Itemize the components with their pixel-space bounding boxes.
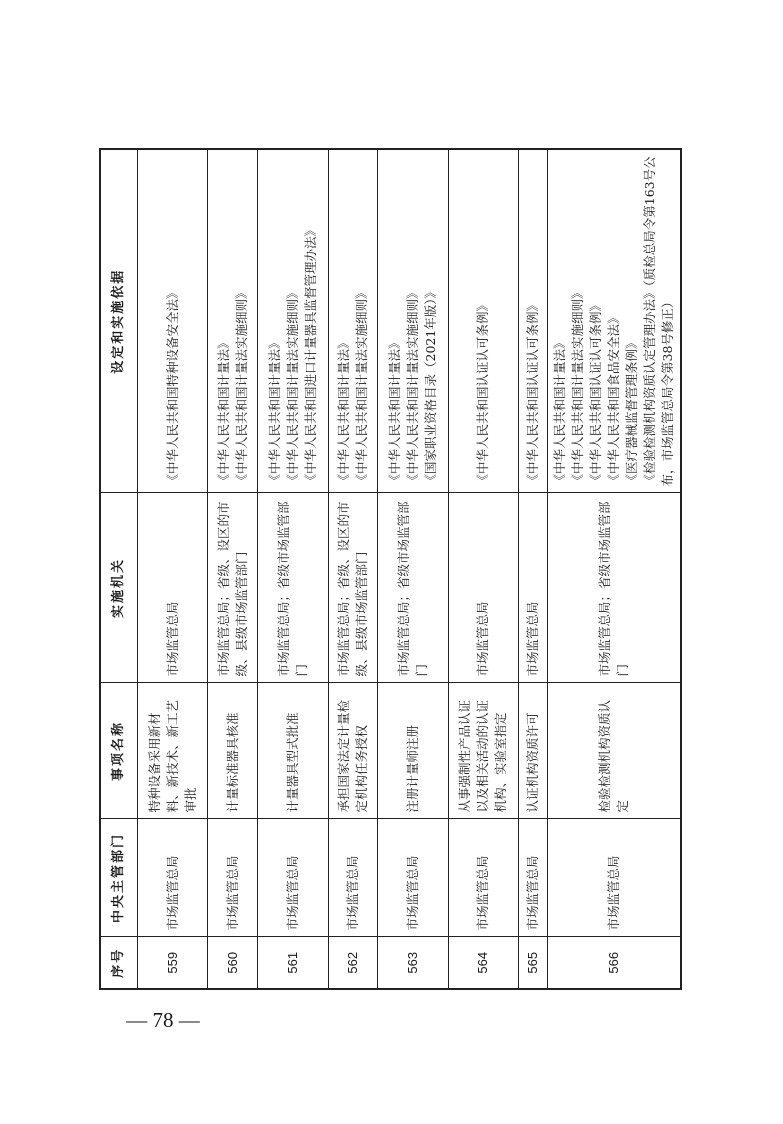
cell-name: 检验检测机构资质认定 [548, 683, 682, 819]
cell-dept: 市场监管总局 [208, 819, 258, 937]
header-basis: 设定和实施依据 [100, 149, 138, 493]
cell-agency: 市场监管总局；省级市场监管部门 [378, 493, 448, 683]
table-row [208, 149, 258, 989]
cell-name: 承担国家法定计量检定机构任务授权 [328, 683, 378, 819]
cell-dept: 市场监管总局 [448, 819, 518, 937]
table-row [328, 149, 378, 989]
cell-dept: 市场监管总局 [138, 819, 208, 937]
basis-line: 《中华人民共和国计量法》 [335, 336, 351, 487]
basis-line: 《中华人民共和国计量法》 [386, 336, 402, 487]
cell-dept: 市场监管总局 [328, 819, 378, 937]
cell-basis [519, 149, 548, 493]
header-name: 事项名称 [100, 683, 138, 819]
cell-agency: 市场监管总局 [448, 493, 518, 683]
cell-seq: 566 [548, 937, 682, 989]
cell-basis [378, 149, 448, 493]
cell-name: 注册计量师注册 [378, 683, 448, 819]
cell-name: 计量器具型式批准 [258, 683, 328, 819]
cell-agency: 市场监管总局；省级市场监管部门 [258, 493, 328, 683]
cell-dept: 市场监管总局 [548, 819, 682, 937]
cell-name: 认证机构资质许可 [519, 683, 548, 819]
cell-seq: 562 [328, 937, 378, 989]
basis-line: 《中华人民共和国认证认可条例》 [475, 298, 491, 487]
cell-agency: 市场监管总局；省级市场监管部门 [548, 493, 682, 683]
basis-line: 《中华人民共和国计量法实施细则》 [284, 286, 300, 487]
table-row [378, 149, 448, 989]
cell-agency: 市场监管总局；省级、设区的市级、县级市场监管部门 [208, 493, 258, 683]
basis-line: 《检验检测机构资质认定管理办法》（质检总局令第163号公布，市场监管总局令第38号修正） [642, 156, 675, 487]
cell-seq: 559 [138, 937, 208, 989]
cell-name: 计量标准器具核准 [208, 683, 258, 819]
cell-name: 特种设备采用新材料、新技术、新工艺审批 [138, 683, 208, 819]
header-agency: 实施机关 [100, 493, 138, 683]
table-row [448, 149, 518, 989]
cell-agency: 市场监管总局 [519, 493, 548, 683]
cell-agency: 市场监管总局；省级、设区的市级、县级市场监管部门 [328, 493, 378, 683]
cell-dept: 市场监管总局 [258, 819, 328, 937]
basis-line: 《中华人民共和国特种设备安全法》 [164, 286, 180, 487]
basis-line: 《医疗器械监督管理条例》 [624, 336, 639, 487]
basis-line: 《中华人民共和国计量法实施细则》 [570, 286, 585, 487]
basis-line: 《中华人民共和国计量法实施细则》 [353, 286, 369, 487]
cell-seq: 564 [448, 937, 518, 989]
table-header-row [100, 149, 138, 989]
cell-name: 从事强制性产品认证以及相关活动的认证机构、实验室指定 [448, 683, 518, 819]
cell-dept: 市场监管总局 [519, 819, 548, 937]
basis-line: 《中华人民共和国进口计量器具监督管理办法》 [302, 223, 318, 487]
basis-line: 《中华人民共和国计量法》 [215, 336, 231, 487]
basis-line: 《中华人民共和国认证认可条例》 [588, 298, 603, 487]
cell-basis [548, 149, 682, 493]
basis-line: 《中华人民共和国计量法实施细则》 [233, 286, 249, 487]
cell-seq: 561 [258, 937, 328, 989]
cell-basis [138, 149, 208, 493]
table-row [138, 149, 208, 989]
basis-line: 《中华人民共和国计量法》 [266, 336, 282, 487]
rotated-table-container [99, 150, 682, 990]
table-row [519, 149, 548, 989]
items-table [99, 148, 682, 990]
header-seq: 序号 [100, 937, 138, 989]
header-dept: 中央主管部门 [100, 819, 138, 937]
cell-dept: 市场监管总局 [378, 819, 448, 937]
cell-seq: 565 [519, 937, 548, 989]
basis-line: 《中华人民共和国认证认可条例》 [525, 298, 541, 487]
basis-line: 《中华人民共和国食品安全法》 [606, 311, 621, 487]
cell-agency: 市场监管总局 [138, 493, 208, 683]
table-row [548, 149, 682, 989]
cell-basis [208, 149, 258, 493]
page-number: — 78 — [126, 1008, 200, 1032]
cell-basis [448, 149, 518, 493]
cell-seq: 560 [208, 937, 258, 989]
basis-line: 《中华人民共和国计量法》 [552, 336, 567, 487]
cell-seq: 563 [378, 937, 448, 989]
table-row [258, 149, 328, 989]
basis-line: 《中华人民共和国计量法实施细则》 [404, 286, 420, 487]
cell-basis [328, 149, 378, 493]
cell-basis [258, 149, 328, 493]
basis-line: 《国家职业资格目录（2021年版）》 [422, 285, 438, 487]
